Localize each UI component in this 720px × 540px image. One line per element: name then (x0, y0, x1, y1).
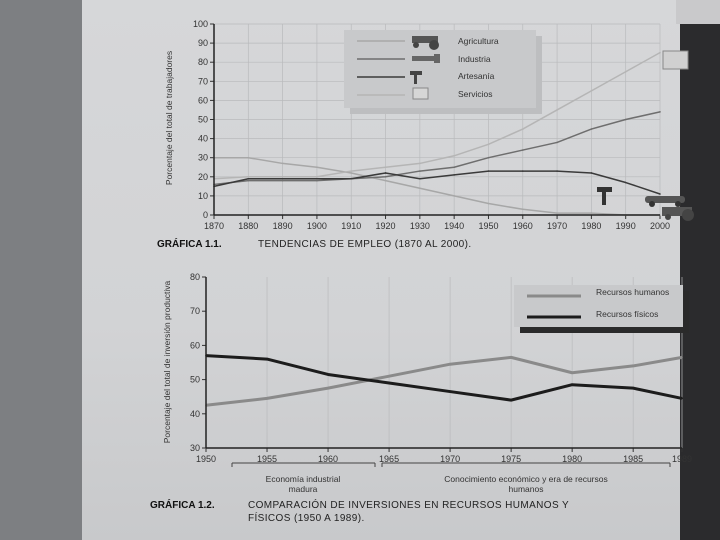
data-point (419, 187, 421, 189)
y-tick-label: 10 (197, 190, 208, 201)
data-point (681, 398, 683, 400)
data-point (316, 176, 318, 178)
data-point (453, 155, 455, 157)
data-point (282, 178, 284, 180)
data-point (282, 180, 284, 182)
data-point (385, 172, 387, 174)
y-tick-label: 80 (197, 57, 208, 68)
x-tick-label: 1910 (341, 221, 362, 231)
legend-label-agricultura: Agricultura (458, 36, 499, 46)
y-tick-label: 0 (202, 210, 208, 220)
era1-label-line1: Economía industrial (265, 474, 341, 484)
data-point (488, 203, 490, 205)
y-tick-label: 30 (197, 152, 208, 163)
data-point (625, 119, 627, 121)
era2-label-line2: humanos (508, 484, 544, 494)
data-point (282, 176, 284, 178)
data-point (248, 180, 250, 182)
chart2-caption-text2: FÍSICOS (1950 A 1989). (248, 513, 365, 524)
data-point (316, 180, 318, 182)
data-point (419, 170, 421, 172)
x-tick-label: 1950 (195, 454, 217, 464)
data-point (571, 384, 573, 386)
x-tick-label: 1980 (581, 221, 602, 231)
chart1-ylabel: Porcentaje del total de trabajadores (164, 50, 174, 186)
data-point (266, 398, 268, 400)
data-point (591, 90, 593, 92)
chart1-legend (344, 30, 542, 114)
chart-investment (150, 272, 692, 524)
data-point (556, 109, 558, 111)
y-tick-label: 60 (197, 95, 208, 106)
x-tick-label: 1900 (306, 221, 327, 231)
chart2-xticks (196, 448, 692, 464)
x-tick-label: 1970 (547, 221, 568, 231)
data-point (282, 163, 284, 165)
y-tick-label: 60 (189, 340, 200, 351)
data-point (419, 163, 421, 165)
y-tick-label: 30 (189, 443, 200, 453)
series-line-recursos-f-sicos (206, 356, 682, 400)
series-line-artesan-a (214, 171, 660, 194)
x-tick-label: 1955 (257, 454, 278, 464)
y-tick-label: 100 (192, 19, 208, 29)
data-point (419, 178, 421, 180)
x-tick-label: 1950 (478, 221, 499, 231)
data-point (488, 144, 490, 146)
data-point (388, 375, 390, 377)
chart2-series (205, 355, 683, 406)
data-point (591, 212, 593, 214)
data-point (556, 170, 558, 172)
x-tick-label: 1989 (671, 454, 693, 464)
chart1-caption-text: TENDENCIAS DE EMPLEO (1870 AL 2000). (258, 239, 472, 250)
data-point (248, 157, 250, 159)
data-point (591, 128, 593, 130)
data-point (522, 208, 524, 210)
data-point (316, 166, 318, 168)
x-tick-label: 1930 (409, 221, 430, 231)
data-point (453, 195, 455, 197)
data-point (327, 387, 329, 389)
x-tick-label: 1975 (501, 454, 522, 464)
era2-label-line1: Conocimiento económico y era de recursos (444, 474, 608, 484)
x-tick-label: 1990 (615, 221, 636, 231)
data-point (510, 357, 512, 359)
y-tick-label: 40 (189, 408, 200, 419)
data-point (591, 172, 593, 174)
series-line-agricultura (214, 158, 660, 215)
box-icon (413, 88, 428, 99)
data-point (350, 178, 352, 180)
chart2-ylabel: Porcentaje del total de inversión productiva (162, 280, 172, 444)
series-line-recursos-humanos (206, 357, 682, 405)
data-point (350, 170, 352, 172)
legend2-label-humanos: Recursos humanos (596, 287, 670, 297)
data-point (316, 178, 318, 180)
legend2-label-fisicos: Recursos físicos (596, 309, 659, 319)
x-tick-label: 1880 (238, 221, 259, 231)
data-point (453, 174, 455, 176)
data-point (522, 128, 524, 130)
y-tick-label: 70 (189, 306, 200, 317)
data-point (625, 182, 627, 184)
y-tick-label: 50 (197, 114, 208, 125)
data-point (248, 176, 250, 178)
chart2-caption-text1: COMPARACIÓN DE INVERSIONES EN RECURSOS HUMANOS Y (248, 500, 570, 511)
x-tick-label: 1985 (623, 454, 644, 464)
industria-end-car-icon (645, 196, 685, 207)
era1-label-line2: madura (288, 484, 318, 494)
x-tick-label: 1890 (272, 221, 293, 231)
data-point (388, 382, 390, 384)
data-point (488, 157, 490, 159)
x-tick-label: 1965 (379, 454, 400, 464)
x-tick-label: 2000 (649, 221, 671, 231)
data-point (449, 363, 451, 365)
data-point (632, 387, 634, 389)
x-tick-label: 1960 (512, 221, 533, 231)
data-point (488, 170, 490, 172)
x-tick-label: 1870 (203, 221, 225, 231)
data-point (449, 391, 451, 393)
data-point (659, 193, 661, 195)
chart1-line-end-icons (597, 51, 694, 221)
data-point (350, 172, 352, 174)
data-point (248, 178, 250, 180)
data-point (327, 374, 329, 376)
data-point (385, 176, 387, 178)
x-tick-label: 1960 (318, 454, 339, 464)
chart2-era-brackets (232, 463, 670, 494)
data-point (385, 180, 387, 182)
data-point (556, 142, 558, 144)
chart1-yticks (193, 19, 214, 220)
y-tick-label: 20 (197, 171, 208, 182)
data-point (659, 111, 661, 113)
legend-label-artesania: Artesanía (458, 71, 495, 81)
data-point (522, 170, 524, 172)
y-tick-label: 40 (197, 133, 208, 144)
data-point (681, 357, 683, 359)
data-point (632, 365, 634, 367)
data-point (510, 399, 512, 401)
x-tick-label: 1980 (562, 454, 583, 464)
y-tick-label: 70 (197, 76, 208, 87)
data-point (625, 71, 627, 73)
y-tick-label: 80 (189, 272, 200, 282)
chart2-legend (514, 285, 689, 333)
data-point (522, 149, 524, 151)
data-point (659, 52, 661, 54)
legend-label-servicios: Servicios (458, 89, 493, 99)
y-tick-label: 50 (189, 374, 200, 385)
x-tick-label: 1920 (375, 221, 396, 231)
x-tick-label: 1970 (440, 454, 461, 464)
chart1-caption-label: GRÁFICA 1.1. (157, 239, 222, 250)
data-point (556, 212, 558, 214)
chart-employment (157, 19, 694, 250)
chart2-yticks (190, 272, 206, 453)
data-point (266, 358, 268, 360)
y-tick-label: 90 (197, 38, 208, 49)
data-point (385, 166, 387, 168)
chart2-caption-label: GRÁFICA 1.2. (150, 500, 215, 511)
legend-label-industria: Industria (458, 54, 491, 64)
servicios-end-box-icon (663, 51, 688, 69)
data-point (571, 372, 573, 374)
x-tick-label: 1940 (444, 221, 465, 231)
chart1-xticks (204, 215, 670, 231)
data-point (453, 166, 455, 168)
agricultura-end-tractor-icon (662, 207, 694, 221)
